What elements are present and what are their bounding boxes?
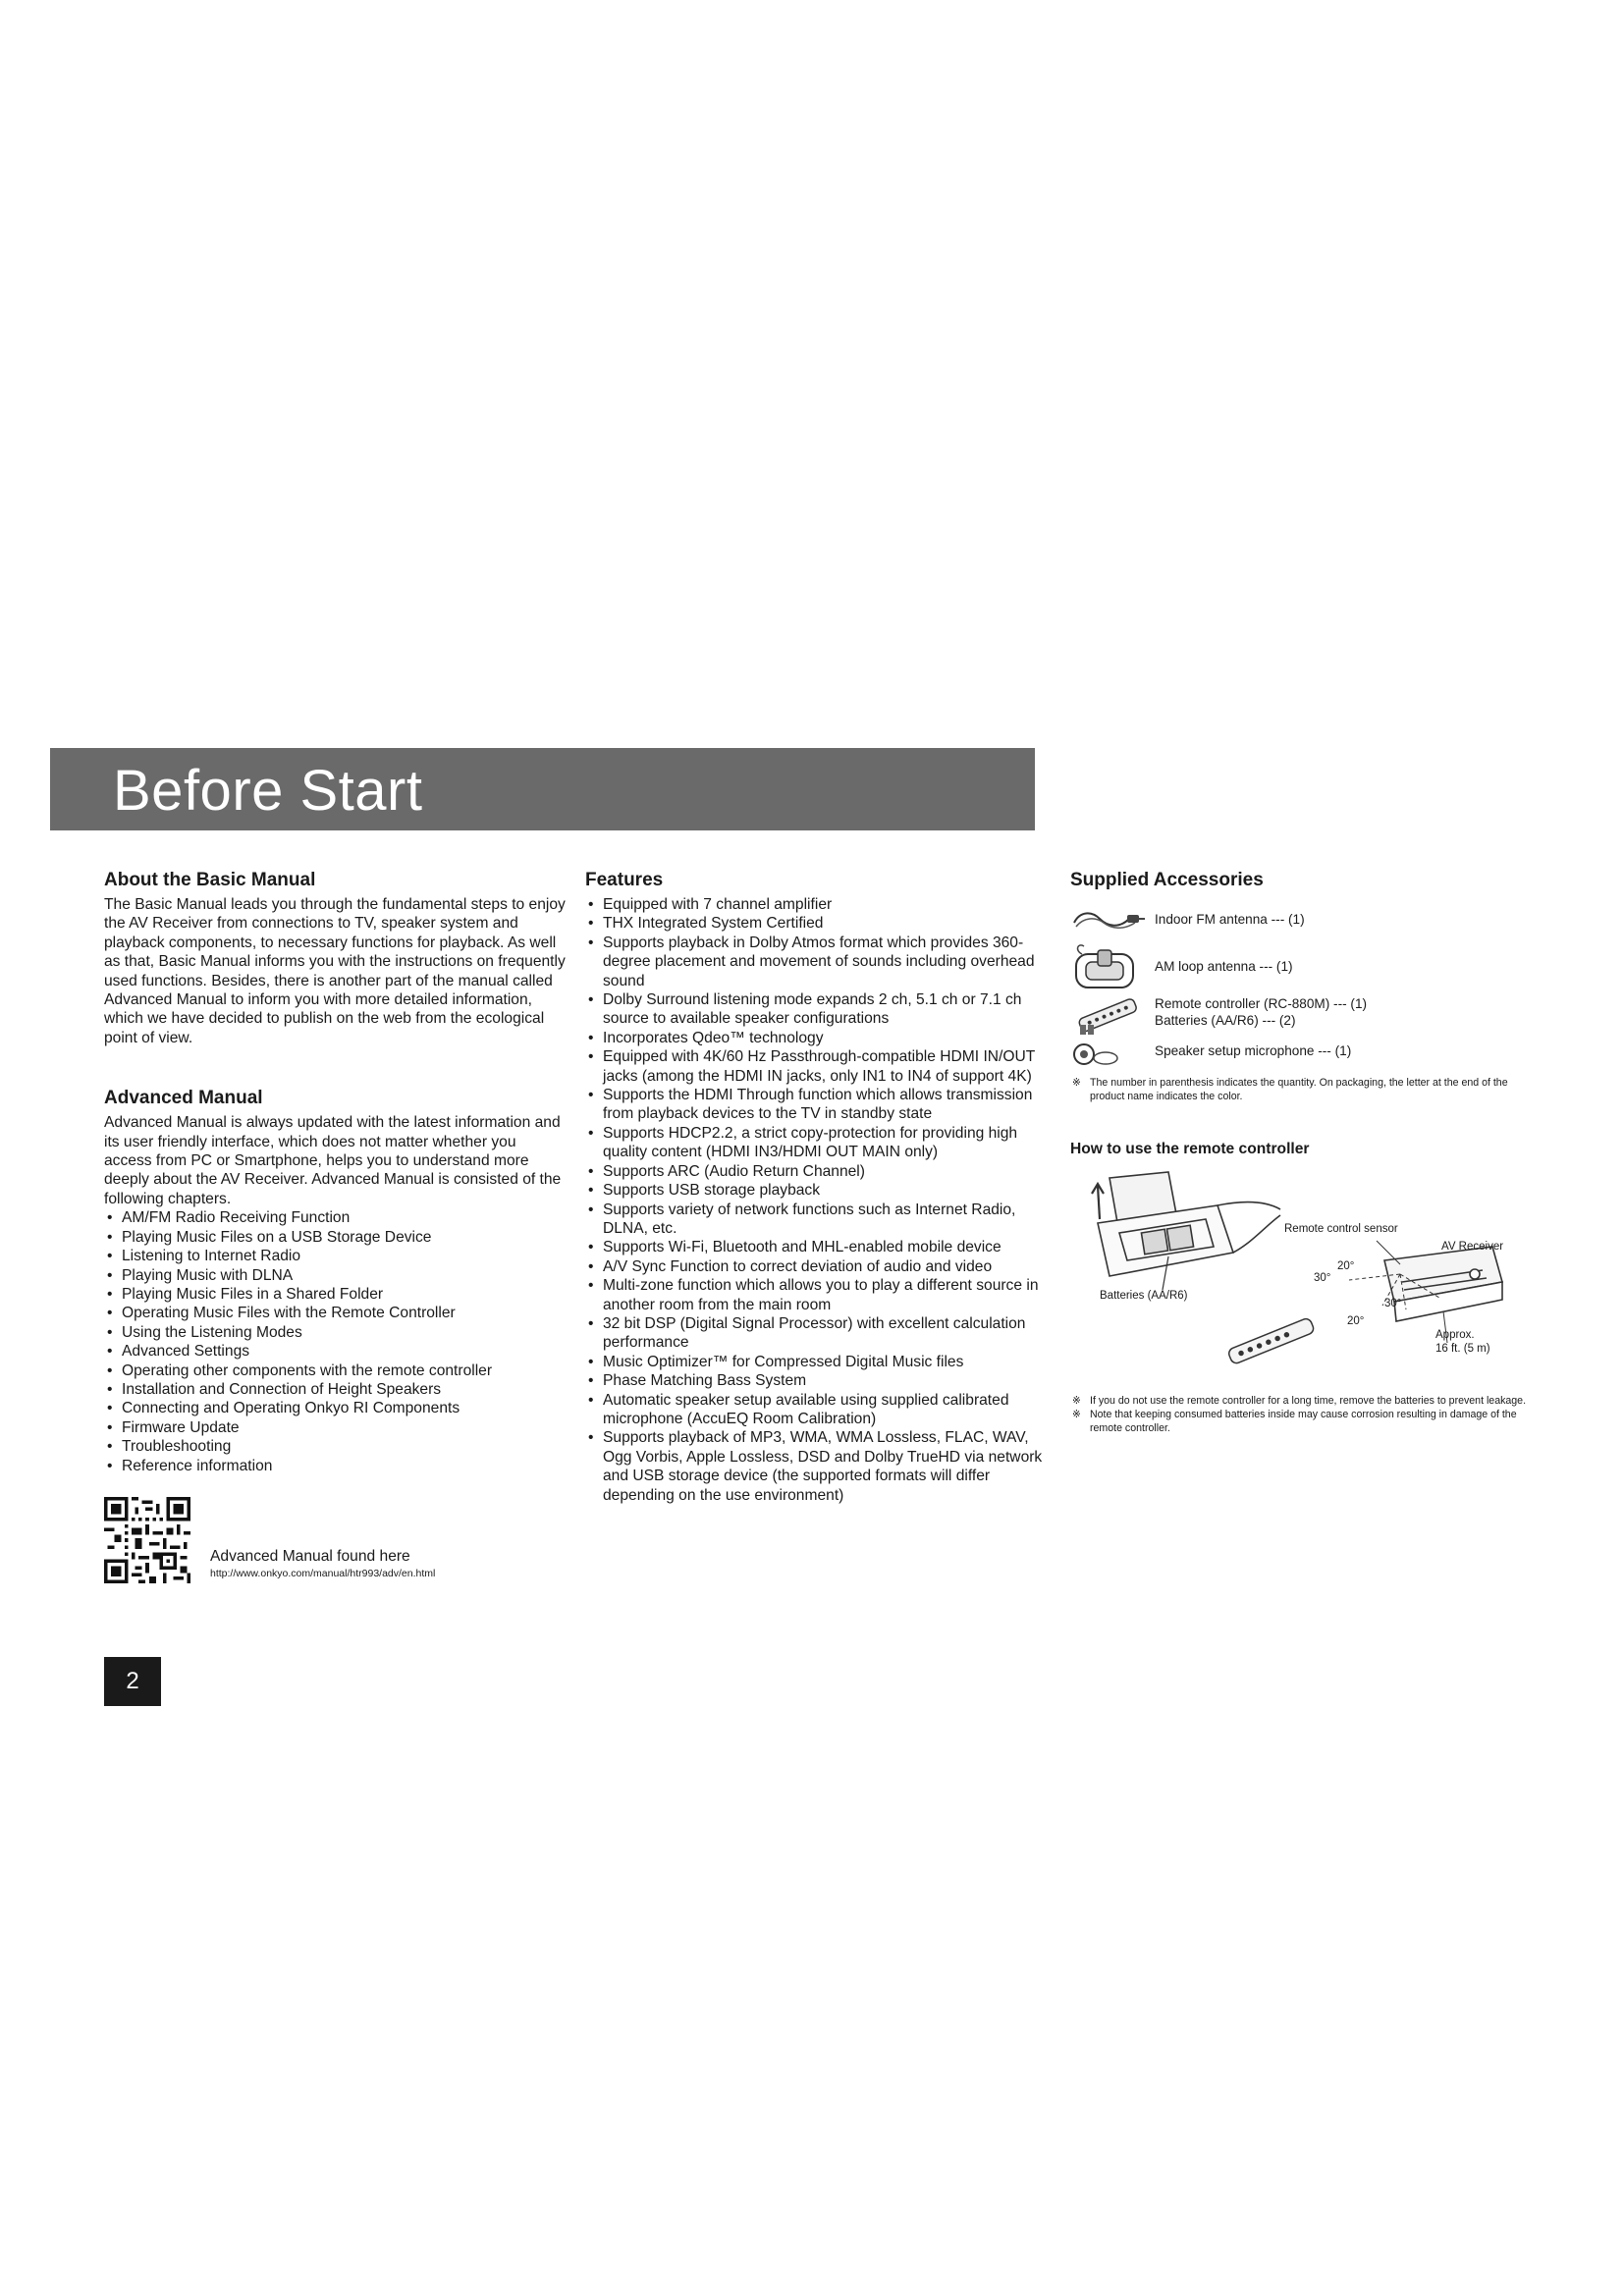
approx-label: Approx.: [1435, 1329, 1475, 1341]
basic-manual-heading: About the Basic Manual: [104, 870, 316, 890]
accessories-note-text: The number in parenthesis indicates the quantity. On packaging, the letter at the end of the product name indicates the color.: [1090, 1077, 1508, 1102]
fm-antenna-icon: [1070, 901, 1147, 944]
section-banner: [50, 748, 1035, 830]
batteries-figure-label: Batteries (AA/R6): [1100, 1290, 1188, 1302]
chapter-item: • Operating other components with the remote controller: [104, 1362, 566, 1380]
chapter-item: • Troubleshooting: [104, 1437, 566, 1456]
feature-item: • Supports Wi-Fi, Bluetooth and MHL-enabled mobile device: [585, 1238, 1047, 1256]
chapter-item: • Playing Music Files in a Shared Folder: [104, 1285, 566, 1304]
feature-item: • Phase Matching Bass System: [585, 1371, 1047, 1390]
accessories-heading: Supplied Accessories: [1070, 870, 1264, 890]
remote-usage-heading: How to use the remote controller: [1070, 1141, 1310, 1157]
feature-item: • Music Optimizer™ for Compressed Digital Music files: [585, 1353, 1047, 1371]
features-heading: Features: [585, 870, 664, 890]
basic-manual-body: The Basic Manual leads you through the fundamental steps to enjoy the AV Receiver from connections to TV, speaker system and playback components, to necessary functions for playback. As well as that, Basic Manual informs you with the instructions on frequently used functions. Besides, there is another part of the manual called Advanced Manual to inform you with more detailed information, which we have decided to publish on the web from the ecological point of view.: [104, 896, 566, 1046]
feature-item: • Equipped with 4K/60 Hz Passthrough-compatible HDMI IN/OUT jacks (among the HDMI IN jacks, only IN1 to IN4 of support 4K): [585, 1047, 1047, 1086]
feature-item: • Equipped with 7 channel amplifier: [585, 895, 1047, 914]
accessory-fm-antenna: [1070, 901, 1532, 940]
angle-30-right-label: 30°: [1384, 1298, 1402, 1309]
microphone-icon: [1070, 1033, 1147, 1076]
advanced-manual-body: Advanced Manual is always updated with the latest information and its user friendly interface, which does not matter whether you access from PC or Smartphone, helps you to understand more deeply about the AV Receiver. Advanced Manual is consisted of the following chapters.: [104, 1114, 562, 1207]
column-features: [585, 870, 1047, 1505]
remote-controller-icon: [1070, 993, 1147, 1037]
feature-item: • Multi-zone function which allows you to play a different source in another room from the main room: [585, 1276, 1047, 1314]
av-receiver-label: AV Receiver: [1441, 1241, 1504, 1253]
remote-note-1-text: If you do not use the remote controller for a long time, remove the batteries to prevent leakage.: [1090, 1395, 1527, 1407]
chapter-item: • Advanced Settings: [104, 1342, 566, 1361]
remote-note-1: [1070, 1394, 1532, 1408]
feature-item: • Supports playback in Dolby Atmos format which provides 360-degree placement and movement of sounds including overhead sound: [585, 934, 1047, 990]
remote-note-2-text: Note that keeping consumed batteries inside may cause corrosion resulting in damage of the remote controller.: [1090, 1409, 1517, 1434]
chapter-item: • Playing Music with DLNA: [104, 1266, 566, 1285]
qr-code-icon[interactable]: [104, 1497, 190, 1583]
batteries-label: Batteries (AA/R6) --- (2): [1155, 1013, 1296, 1028]
microphone-label: Speaker setup microphone --- (1): [1155, 1043, 1352, 1058]
column-accessories: [1070, 870, 1532, 1435]
feature-item: • Supports ARC (Audio Return Channel): [585, 1162, 1047, 1181]
chapter-item: • Reference information: [104, 1457, 566, 1475]
chapter-item: • Connecting and Operating Onkyo RI Components: [104, 1399, 566, 1417]
angle-30-left-label: 30°: [1314, 1272, 1331, 1284]
remote-usage-illustration: [1070, 1166, 1532, 1392]
feature-item: • Supports USB storage playback: [585, 1181, 1047, 1200]
chapter-item: • Playing Music Files on a USB Storage Device: [104, 1228, 566, 1247]
note-mark: ※: [1072, 1077, 1081, 1089]
note-mark: ※: [1072, 1409, 1081, 1420]
angle-20-top-label: 20°: [1337, 1260, 1355, 1272]
am-loop-antenna-icon: [1070, 940, 1147, 993]
feature-item: • 32 bit DSP (Digital Signal Processor) with excellent calculation performance: [585, 1314, 1047, 1353]
accessory-microphone: [1070, 1033, 1532, 1072]
chapter-item: • Using the Listening Modes: [104, 1323, 566, 1342]
features-list: [585, 895, 1047, 1505]
page-title: Before Start: [113, 759, 423, 823]
feature-item: • Supports variety of network functions such as Internet Radio, DLNA, etc.: [585, 1201, 1047, 1239]
fm-antenna-label: Indoor FM antenna --- (1): [1155, 912, 1305, 927]
column-basic-manual: [104, 870, 566, 1591]
am-antenna-label: AM loop antenna --- (1): [1155, 959, 1293, 974]
feature-item: • Supports the HDMI Through function which allows transmission from playback devices to the TV in standby state: [585, 1086, 1047, 1124]
distance-label: 16 ft. (5 m): [1435, 1343, 1490, 1355]
feature-item: • Supports playback of MP3, WMA, WMA Lossless, FLAC, WAV, Ogg Vorbis, Apple Lossless, DSD and Dolby TrueHD via network and USB storage device (the supported formats will differ depending on the use environment): [585, 1428, 1047, 1505]
advanced-manual-heading: Advanced Manual: [104, 1088, 263, 1109]
advanced-manual-url[interactable]: http://www.onkyo.com/manual/htr993/adv/en.html: [210, 1567, 436, 1579]
remote-controller-label: Remote controller (RC-880M) --- (1): [1155, 996, 1368, 1011]
remote-note-2: [1070, 1408, 1532, 1435]
feature-item: • THX Integrated System Certified: [585, 914, 1047, 933]
feature-item: • Incorporates Qdeo™ technology: [585, 1029, 1047, 1047]
accessory-am-antenna: [1070, 940, 1532, 993]
advanced-manual-link[interactable]: [104, 1497, 566, 1591]
remote-sensor-label: Remote control sensor: [1284, 1223, 1398, 1235]
feature-item: • Automatic speaker setup available using supplied calibrated microphone (AccuEQ Room Calibration): [585, 1391, 1047, 1429]
note-mark: ※: [1072, 1395, 1081, 1407]
page-number: 2: [104, 1657, 161, 1706]
remote-usage-figure: [1070, 1166, 1532, 1392]
accessories-note: [1070, 1076, 1532, 1103]
remote-text-group: [1155, 995, 1367, 1029]
feature-item: • Dolby Surround listening mode expands 2 ch, 5.1 ch or 7.1 ch source to available speaker configurations: [585, 990, 1047, 1029]
angle-20-bottom-label: 20°: [1347, 1315, 1365, 1327]
chapter-item: • AM/FM Radio Receiving Function: [104, 1208, 566, 1227]
chapter-item: • Installation and Connection of Height Speakers: [104, 1380, 566, 1399]
chapter-item: • Firmware Update: [104, 1418, 566, 1437]
chapter-item: • Listening to Internet Radio: [104, 1247, 566, 1265]
accessory-remote: [1070, 993, 1532, 1033]
chapter-item: • Operating Music Files with the Remote Controller: [104, 1304, 566, 1322]
feature-item: • Supports HDCP2.2, a strict copy-protection for providing high quality content (HDMI IN3/HDMI OUT MAIN only): [585, 1124, 1047, 1162]
advanced-manual-link-title[interactable]: Advanced Manual found here: [210, 1547, 410, 1565]
feature-item: • A/V Sync Function to correct deviation of audio and video: [585, 1257, 1047, 1276]
advanced-manual-chapters: [104, 1208, 566, 1475]
